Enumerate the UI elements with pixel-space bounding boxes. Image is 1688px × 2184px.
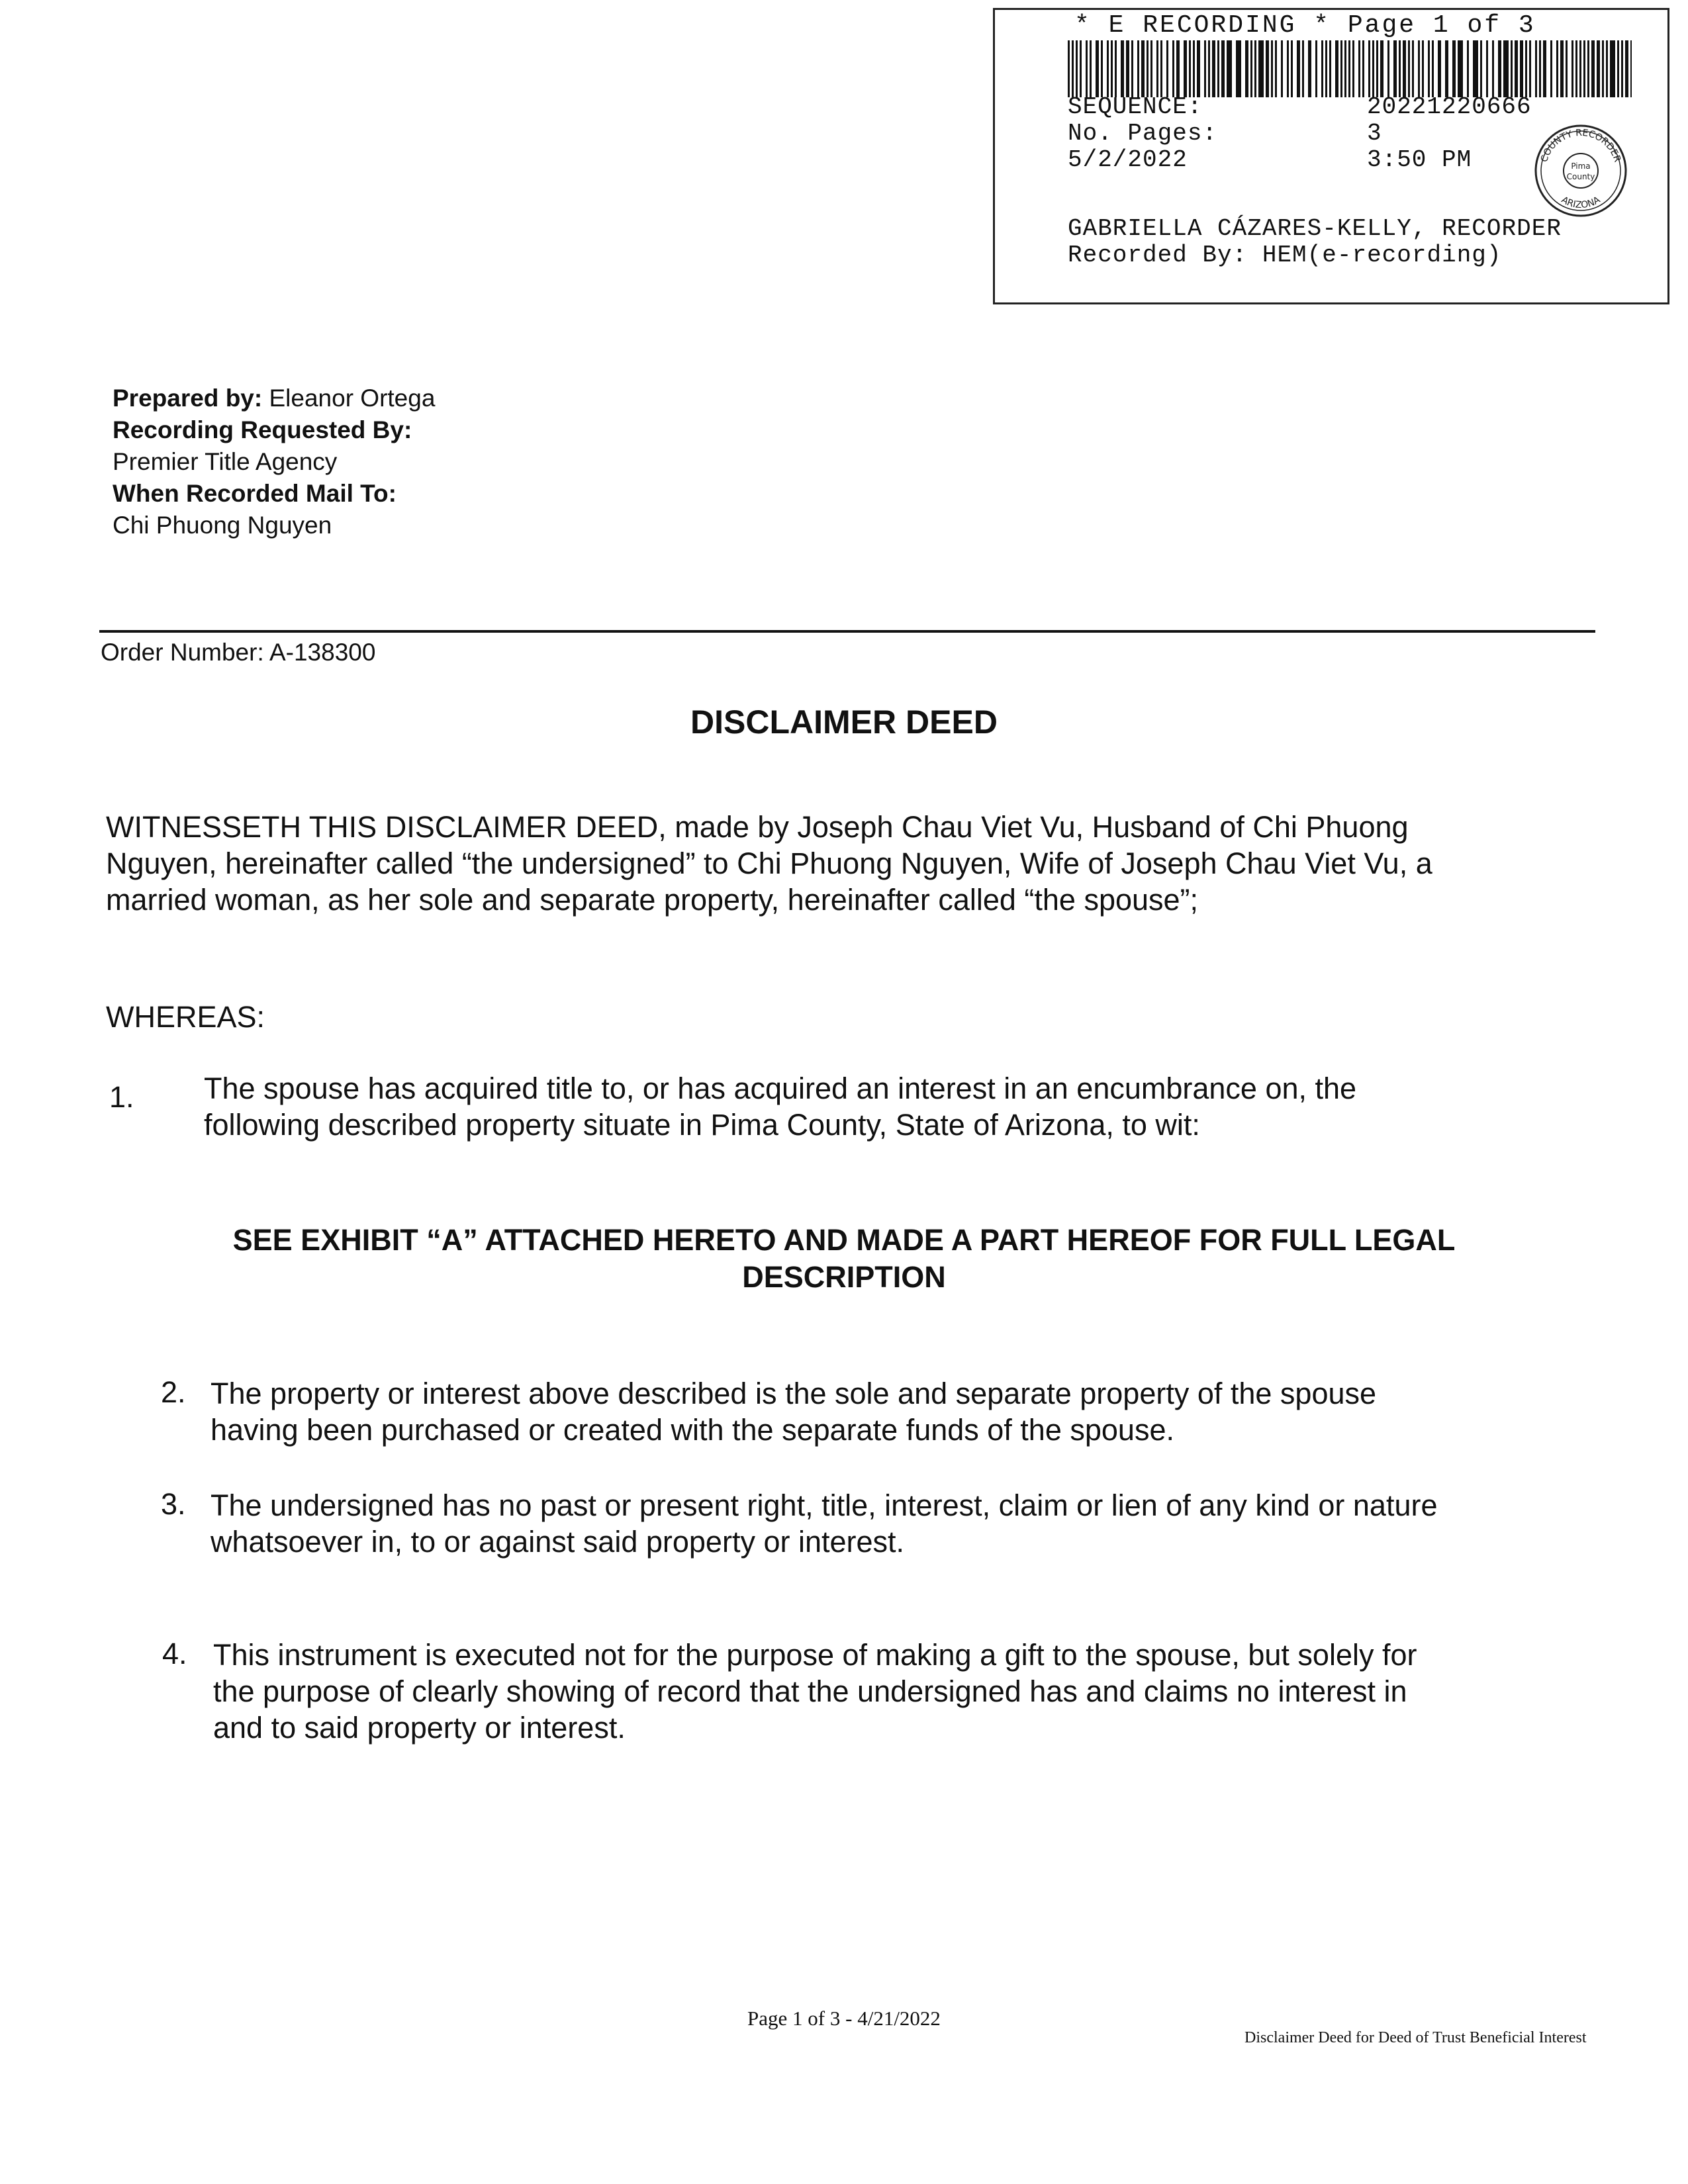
barcode-bar — [1217, 40, 1219, 97]
barcode-bar — [1445, 40, 1448, 97]
svg-text:COUNTY RECORDER — [1539, 128, 1622, 163]
barcode-bar — [1515, 40, 1518, 97]
barcode-bar — [1529, 40, 1531, 97]
exhibit-line: DESCRIPTION — [742, 1260, 946, 1294]
intro-line: WITNESSETH THIS DISCLAIMER DEED, made by Joseph Chau Viet Vu, Husband of Chi Phuong — [106, 810, 1409, 844]
seal-bottom-text: ARIZONA — [1559, 195, 1603, 211]
barcode-bar — [1458, 40, 1463, 97]
item-line: following described property situate in Pima County, State of Arizona, to wit: — [204, 1108, 1200, 1142]
barcode-bar — [1387, 40, 1389, 97]
barcode-bar — [1126, 40, 1129, 97]
barcode-bar — [1096, 40, 1099, 97]
item-line: the purpose of clearly showing of record that the undersigned has and claims no interest in — [213, 1674, 1407, 1708]
barcode-bar — [1473, 40, 1478, 97]
barcode-bar — [1189, 40, 1191, 97]
barcode-bar — [1412, 40, 1414, 97]
barcode-bar — [1275, 40, 1277, 97]
barcode-bar — [1432, 40, 1434, 97]
barcode-bar — [1156, 40, 1158, 97]
recording-stamp — [993, 8, 1669, 304]
barcode-bar — [1408, 40, 1410, 97]
barcode-bar — [1503, 40, 1509, 97]
barcode-bar — [1297, 40, 1300, 97]
pages-value: 3 — [1367, 120, 1382, 147]
barcode-bar — [1321, 40, 1323, 97]
barcode-bar — [1076, 40, 1078, 97]
barcode-bar — [1556, 40, 1558, 97]
intro-line: married woman, as her sole and separate property, hereinafter called “the spouse”; — [106, 883, 1199, 917]
barcode-bar — [1539, 40, 1541, 97]
record-date: 5/2/2022 — [1068, 146, 1188, 173]
barcode-bar — [1486, 40, 1488, 97]
seal-center-line1: Pima — [1571, 161, 1591, 171]
barcode-bar — [1141, 40, 1145, 97]
list-item — [211, 1375, 1568, 1448]
barcode-bar — [1376, 40, 1378, 97]
barcode-bar — [1068, 40, 1070, 97]
barcode-bar — [1591, 40, 1595, 97]
barcode-bar — [1511, 40, 1513, 97]
barcode-bar — [1550, 40, 1552, 97]
barcode-bar — [1111, 40, 1113, 97]
barcode-bar — [1422, 40, 1424, 97]
barcode-bar — [1480, 40, 1482, 97]
item-line: whatsoever in, to or against said property or interest. — [211, 1525, 905, 1559]
barcode-bar — [1452, 40, 1456, 97]
whereas-heading: WHEREAS: — [106, 1000, 265, 1034]
barcode-bar — [1602, 40, 1604, 97]
item-line: The property or interest above described is the sole and separate property of the spouse — [211, 1377, 1377, 1410]
requested-by-label: Recording Requested By: — [113, 416, 412, 443]
barcode-bar — [1348, 40, 1350, 97]
barcode-bar — [1150, 40, 1152, 97]
item-number: 2. — [161, 1375, 186, 1409]
barcode-bar — [1344, 40, 1346, 97]
barcode-bar — [1399, 40, 1401, 97]
barcode-bar — [1176, 40, 1180, 97]
item-number: 3. — [161, 1487, 186, 1521]
barcode-bar — [1287, 40, 1289, 97]
barcode-bar — [1090, 40, 1092, 97]
prepared-by-label: Prepared by: — [113, 385, 263, 412]
item-number: 4. — [162, 1637, 187, 1670]
barcode-bar — [1520, 40, 1523, 97]
list-item — [213, 1637, 1590, 1746]
barcode-bar — [1197, 40, 1200, 97]
barcode-bar — [1258, 40, 1264, 97]
barcode-bar — [1575, 40, 1577, 97]
order-number — [101, 639, 375, 666]
barcode-bar — [1315, 40, 1317, 97]
county-recorder-seal — [1532, 122, 1629, 219]
barcode-bar — [1630, 40, 1632, 97]
barcode-bar — [1393, 40, 1397, 97]
barcode-bar — [1121, 40, 1124, 97]
barcode-bar — [1597, 40, 1600, 97]
header-divider — [99, 630, 1595, 633]
list-item — [204, 1070, 1594, 1143]
barcode-bar — [1227, 40, 1232, 97]
barcode-bar — [1428, 40, 1430, 97]
barcode-bar — [1107, 40, 1109, 97]
barcode-bar — [1308, 40, 1311, 97]
sequence-label: SEQUENCE: — [1068, 93, 1203, 120]
item-line: This instrument is executed not for the purpose of making a gift to the spouse, but solely for — [213, 1638, 1417, 1672]
sequence-value: 20221220666 — [1367, 93, 1532, 120]
barcode-bar — [1579, 40, 1581, 97]
barcode-bar — [1193, 40, 1195, 97]
barcode-bar — [1325, 40, 1327, 97]
barcode-bar — [1271, 40, 1273, 97]
list-item — [211, 1487, 1601, 1560]
order-number-label: Order Number: — [101, 639, 264, 666]
intro-line: Nguyen, hereinafter called “the undersigned” to Chi Phuong Nguyen, Wife of Joseph Chau Viet Vu, a — [106, 846, 1432, 880]
barcode-bar — [1340, 40, 1342, 97]
barcode-bar — [1302, 40, 1304, 97]
barcode-bar — [1368, 40, 1370, 97]
barcode-bar — [1166, 40, 1168, 97]
item-line: The spouse has acquired title to, or has acquired an interest in an encumbrance on, the — [204, 1071, 1357, 1105]
recorder-name: GABRIELLA CÁZARES-KELLY, RECORDER — [1068, 215, 1562, 242]
barcode-bar — [1566, 40, 1568, 97]
barcode-bar — [1571, 40, 1573, 97]
barcode-bar — [1467, 40, 1469, 97]
barcode-bar — [1380, 40, 1383, 97]
barcode-bar — [1131, 40, 1133, 97]
order-number-value: A-138300 — [269, 639, 376, 666]
seal-center-line2: County — [1566, 172, 1595, 181]
barcode-bar — [1101, 40, 1103, 97]
mail-to-label: When Recorded Mail To: — [113, 480, 397, 507]
prepared-by-value: Eleanor Ortega — [269, 385, 436, 412]
barcode-bar — [1236, 40, 1241, 97]
barcode-bar — [1204, 40, 1206, 97]
barcode-bar — [1291, 40, 1293, 97]
barcode-bar — [1072, 40, 1074, 97]
barcode-image — [1068, 40, 1632, 97]
barcode-bar — [1250, 40, 1252, 97]
barcode-bar — [1160, 40, 1162, 97]
barcode-bar — [1492, 40, 1494, 97]
barcode-bar — [1358, 40, 1360, 97]
barcode-bar — [1418, 40, 1420, 97]
barcode-bar — [1625, 40, 1628, 97]
barcode-bar — [1147, 40, 1149, 97]
barcode-bar — [1221, 40, 1225, 97]
mail-to-value: Chi Phuong Nguyen — [113, 512, 332, 539]
barcode-bar — [1525, 40, 1527, 97]
barcode-bar — [1172, 40, 1174, 97]
barcode-bar — [1137, 40, 1139, 97]
barcode-bar — [1212, 40, 1215, 97]
barcode-bar — [1617, 40, 1619, 97]
requested-by-value: Premier Title Agency — [113, 448, 338, 475]
item-line: having been purchased or created with the separate funds of the spouse. — [211, 1413, 1174, 1447]
barcode-bar — [1583, 40, 1585, 97]
barcode-bar — [1543, 40, 1546, 97]
document-name-footer: Disclaimer Deed for Deed of Trust Beneficial Interest — [1244, 2029, 1587, 2046]
item-number: 1. — [109, 1080, 134, 1114]
barcode-bar — [1498, 40, 1501, 97]
page-footer: Page 1 of 3 - 4/21/2022 — [747, 2007, 941, 2030]
seal-top-text: COUNTY RECORDER — [1538, 127, 1623, 164]
barcode-bar — [1610, 40, 1615, 97]
barcode-bar — [1208, 40, 1210, 97]
barcode-bar — [1362, 40, 1364, 97]
prepared-by-line — [113, 383, 435, 414]
barcode-bar — [1535, 40, 1537, 97]
barcode-bar — [1372, 40, 1374, 97]
pages-label: No. Pages: — [1068, 120, 1218, 147]
barcode-bar — [1086, 40, 1088, 97]
barcode-bar — [1621, 40, 1623, 97]
barcode-bar — [1266, 40, 1269, 97]
barcode-bar — [1115, 40, 1117, 97]
barcode-bar — [1080, 40, 1082, 97]
exhibit-reference — [132, 1222, 1556, 1296]
intro-paragraph — [106, 809, 1595, 918]
record-time: 3:50 PM — [1367, 146, 1472, 173]
item-line: The undersigned has no past or present right, title, interest, claim or lien of any kind or nature — [211, 1488, 1438, 1522]
stamp-header: * E RECORDING * Page 1 of 3 — [1074, 11, 1536, 40]
barcode-bar — [1352, 40, 1354, 97]
barcode-bar — [1587, 40, 1589, 97]
exhibit-line: SEE EXHIBIT “A” ATTACHED HERETO AND MADE A PART HEREOF FOR FULL LEGAL — [232, 1223, 1456, 1257]
barcode-bar — [1438, 40, 1441, 97]
recorded-by: Recorded By: HEM(e-recording) — [1068, 242, 1502, 269]
barcode-bar — [1606, 40, 1608, 97]
barcode-bar — [1254, 40, 1256, 97]
barcode-bar — [1329, 40, 1331, 97]
barcode-bar — [1560, 40, 1564, 97]
barcode-bar — [1335, 40, 1338, 97]
barcode-bar — [1184, 40, 1187, 97]
item-line: and to said property or interest. — [213, 1711, 626, 1745]
barcode-bar — [1281, 40, 1283, 97]
document-title: DISCLAIMER DEED — [690, 704, 998, 741]
barcode-bar — [1245, 40, 1248, 97]
barcode-bar — [1403, 40, 1406, 97]
svg-text:ARIZONA — [1560, 195, 1603, 210]
